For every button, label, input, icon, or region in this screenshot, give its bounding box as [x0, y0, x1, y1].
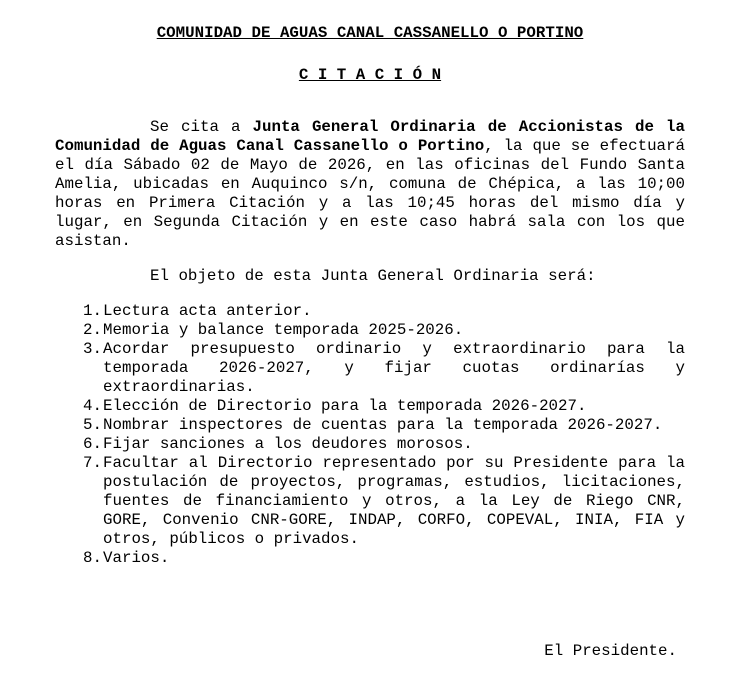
agenda-item-text: Fijar sanciones a los deudores morosos.	[103, 434, 473, 453]
agenda-item-number: 7.	[83, 453, 102, 472]
agenda-item-4	[55, 397, 685, 416]
agenda-item-1	[55, 302, 685, 321]
intro-prefix: Se cita a	[150, 118, 253, 136]
agenda-item-text: Nombrar inspectores de cuentas para la temporada 2026-2027.	[103, 415, 663, 434]
agenda-item-number: 8.	[83, 548, 102, 567]
agenda-item-text: Memoria y balance temporada 2025-2026.	[103, 320, 464, 339]
agenda-item-number: 2.	[83, 320, 102, 339]
agenda-item-text: Acordar presupuesto ordinario y extraordinario para la temporada 2026-2027, y fijar cuotas ordinarías y extraordinarias.	[103, 339, 685, 396]
objective-line: El objeto de esta Junta General Ordinaria será:	[150, 266, 596, 285]
agenda-item-6	[55, 435, 685, 454]
agenda-item-text: Facultar al Directorio representado por su Presidente para la postulación de proyectos, programas, estudios, licitaciones, fuentes de financiamiento y otros, a la Ley de Riego CNR, GORE, Convenio CNR-GORE, INDAP, CORFO, COPEVAL, INIA, FIA y otros, públicos o privados.	[103, 453, 685, 548]
intro-bold-meeting-name: Junta General Ordinaria de Accionistas de la Comunidad de Aguas Canal Cassanello o Portino	[55, 118, 686, 155]
agenda-item-number: 1.	[83, 301, 102, 320]
signature-line: El Presidente.	[544, 641, 677, 660]
intro-paragraph	[55, 118, 685, 251]
agenda-item-number: 6.	[83, 434, 102, 453]
document-title: COMUNIDAD DE AGUAS CANAL CASSANELLO O PORTINO	[156, 24, 584, 42]
agenda-item-number: 5.	[83, 415, 102, 434]
agenda-item-number: 4.	[83, 396, 102, 415]
agenda-item-7	[55, 454, 685, 549]
agenda-item-text: Lectura acta anterior.	[103, 301, 312, 320]
intro-rest: , la que se efectuará el día Sábado 02 de Mayo de 2026, en las oficinas del Fundo Santa Amelia, ubicadas en Auquinco s/n, comuna de Chépica, a las 10;00 horas en Primera Citación y a las 10;45 horas del mismo día y lugar, en Segunda Citación y en este caso habrá sala con los que asistan.	[55, 137, 685, 250]
agenda-item-8	[55, 549, 685, 568]
agenda-item-3	[55, 340, 685, 397]
agenda-list	[55, 302, 685, 568]
agenda-item-text: Elección de Directorio para la temporada 2026-2027.	[103, 396, 587, 415]
citation-heading: C I T A C I Ó N	[298, 66, 442, 84]
agenda-item-5	[55, 416, 685, 435]
agenda-item-text: Varios.	[103, 548, 170, 567]
agenda-item-number: 3.	[83, 339, 102, 358]
agenda-item-2	[55, 321, 685, 340]
